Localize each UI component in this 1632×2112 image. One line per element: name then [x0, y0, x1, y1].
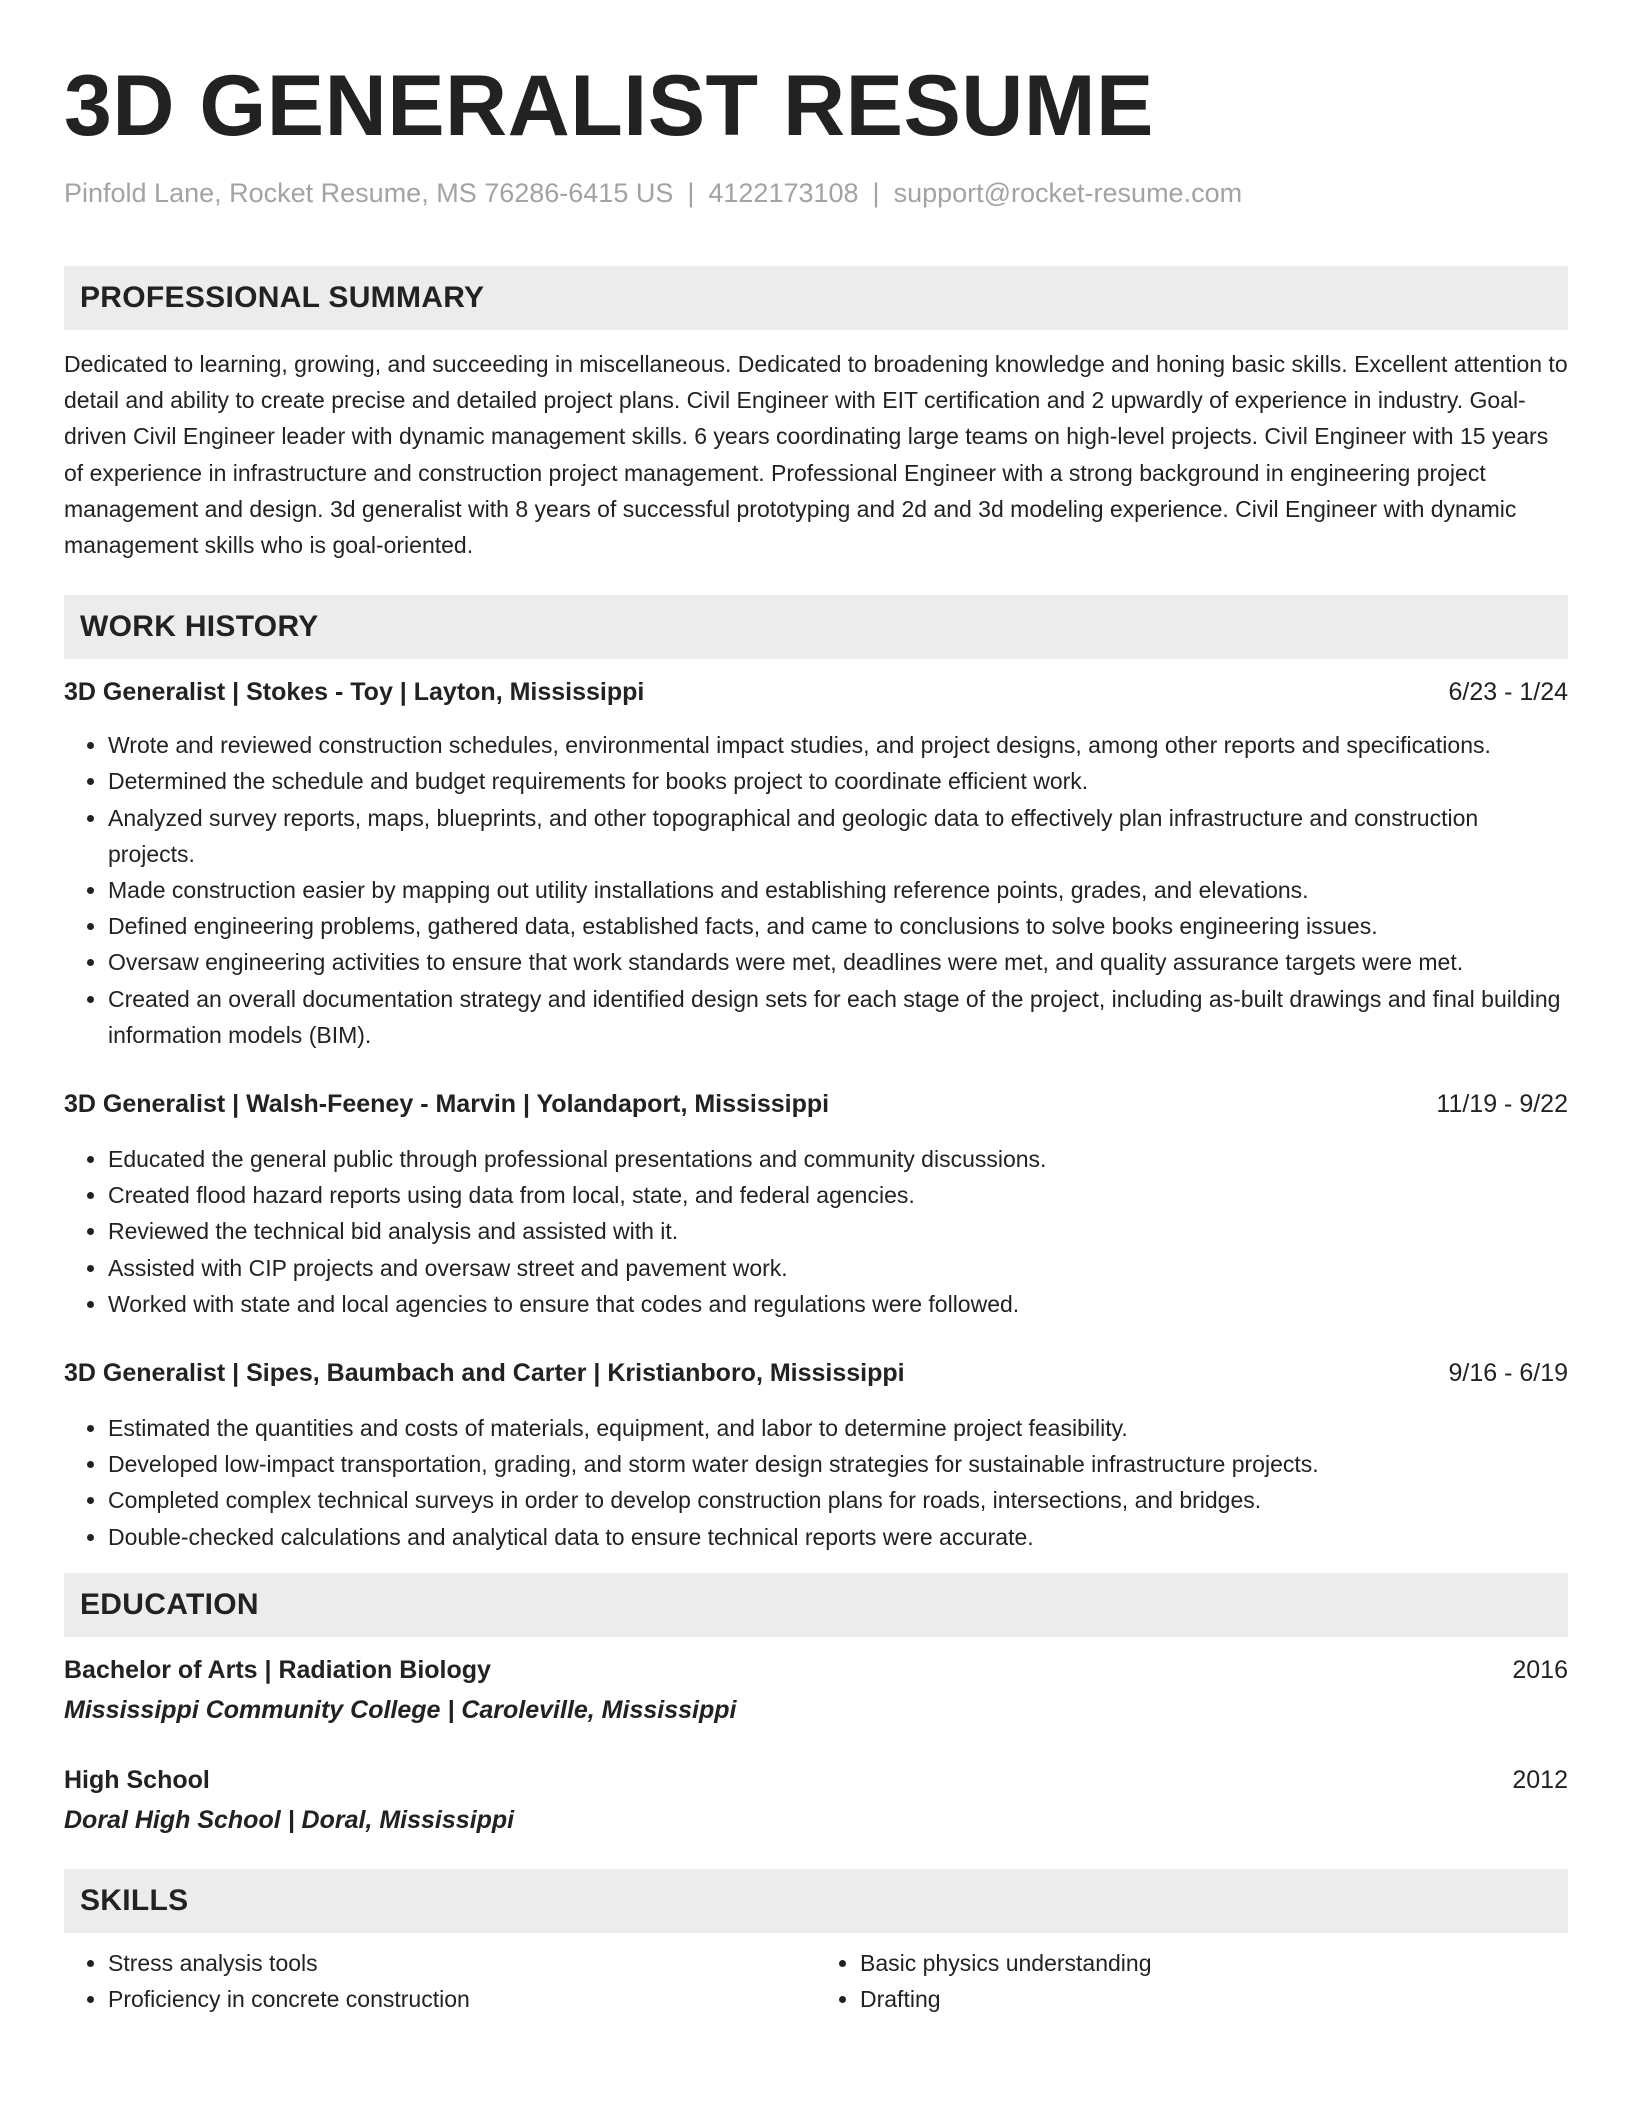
- list-item: • Developed low-impact transportation, grading, and storm water design strategies for sustainable infrastructure projects.: [108, 1446, 1568, 1482]
- list-item: • Double-checked calculations and analytical data to ensure technical reports were accurate.: [108, 1519, 1568, 1555]
- resume-title: 3D GENERALIST RESUME: [64, 58, 1154, 154]
- phone: 4122173108: [708, 178, 859, 208]
- job-dates: 9/16 - 6/19: [1448, 1359, 1568, 1388]
- list-item: • Wrote and reviewed construction schedules, environmental impact studies, and project designs, among other reports and specifications.: [108, 727, 1568, 763]
- email: support@rocket-resume.com: [893, 178, 1243, 208]
- school: Mississippi Community College | Caroleville, Mississippi: [64, 1695, 737, 1724]
- degree: High School: [64, 1765, 210, 1794]
- contact-line: [64, 176, 1568, 210]
- summary-text: Dedicated to learning, growing, and succeeding in miscellaneous. Dedicated to broadening knowledge and honing basic skills. Excellent attention to detail and ability to create precise and detailed project plans. Civil Engineer with EIT certification and 2 upwardly of experience in industry. Goal-driven Civil Engineer leader with dynamic management skills. 6 years coordinating large teams on high-level projects. Civil Engineer with 15 years of experience in infrastructure and construction project management. Professional Engineer with a strong background in engineering project management and design. 3d generalist with 8 years of successful prototyping and 2d and 3d modeling experience. Civil Engineer with dynamic management skills who is goal-oriented.: [64, 351, 1568, 559]
- job-bullets: [64, 1141, 1568, 1322]
- list-item: • Determined the schedule and budget requirements for books project to coordinate efficient work.: [108, 763, 1568, 799]
- section-header-work: WORK HISTORY: [64, 595, 1568, 659]
- education-entry: [64, 1763, 1568, 1837]
- section-header-skills: SKILLS: [64, 1869, 1568, 1933]
- list-item: • Created an overall documentation strategy and identified design sets for each stage of the project, including as-built drawings and final building information models (BIM).: [108, 981, 1568, 1053]
- list-item: • Completed complex technical surveys in order to develop construction plans for roads, intersections, and bridges.: [108, 1482, 1568, 1518]
- education-entry: [64, 1653, 1568, 1727]
- job-bullets: [64, 727, 1568, 1053]
- job-dates: 6/23 - 1/24: [1448, 678, 1568, 707]
- list-item: • Reviewed the technical bid analysis and assisted with it.: [108, 1213, 1568, 1249]
- graduation-year: 2012: [1512, 1765, 1568, 1794]
- list-item: • Made construction easier by mapping out utility installations and establishing reference points, grades, and elevations.: [108, 872, 1568, 908]
- skill-item: • Drafting: [860, 1981, 1568, 2017]
- section-header-summary: PROFESSIONAL SUMMARY: [64, 266, 1568, 330]
- list-item: • Oversaw engineering activities to ensure that work standards were met, deadlines were met, and quality assurance targets were met.: [108, 944, 1568, 980]
- education-header: [64, 1763, 1568, 1797]
- school: Doral High School | Doral, Mississippi: [64, 1805, 515, 1834]
- skill-item: • Basic physics understanding: [860, 1945, 1568, 1981]
- list-item: • Defined engineering problems, gathered data, established facts, and came to conclusions to solve books engineering issues.: [108, 908, 1568, 944]
- skills-list: [64, 1945, 1568, 2017]
- education-header: [64, 1653, 1568, 1687]
- job-entry: [64, 1087, 1568, 1322]
- skill-item: • Proficiency in concrete construction: [108, 1981, 816, 2017]
- address: Pinfold Lane, Rocket Resume, MS 76286-6415 US: [64, 178, 674, 208]
- list-item: • Estimated the quantities and costs of materials, equipment, and labor to determine project feasibility.: [108, 1410, 1568, 1446]
- job-heading: 3D Generalist | Stokes - Toy | Layton, Mississippi: [64, 678, 645, 707]
- job-header: [64, 675, 1568, 709]
- list-item: • Worked with state and local agencies to ensure that codes and regulations were followed.: [108, 1286, 1568, 1322]
- list-item: • Created flood hazard reports using data from local, state, and federal agencies.: [108, 1177, 1568, 1213]
- skills-column-left: [64, 1945, 816, 2017]
- job-header: [64, 1087, 1568, 1121]
- job-entry: [64, 675, 1568, 1053]
- separator: |: [872, 178, 880, 208]
- list-item: • Analyzed survey reports, maps, blueprints, and other topographical and geologic data to effectively plan infrastructure and construction projects.: [108, 800, 1568, 872]
- degree: Bachelor of Arts | Radiation Biology: [64, 1655, 491, 1684]
- job-header: [64, 1356, 1568, 1390]
- graduation-year: 2016: [1512, 1655, 1568, 1684]
- job-entry: [64, 1356, 1568, 1555]
- section-header-education: EDUCATION: [64, 1573, 1568, 1637]
- job-heading: 3D Generalist | Walsh-Feeney - Marvin | Yolandaport, Mississippi: [64, 1090, 830, 1119]
- job-heading: 3D Generalist | Sipes, Baumbach and Carter | Kristianboro, Mississippi: [64, 1359, 905, 1388]
- job-bullets: [64, 1410, 1568, 1555]
- skills-column-right: [816, 1945, 1568, 2017]
- list-item: • Educated the general public through professional presentations and community discussions.: [108, 1141, 1568, 1177]
- list-item: • Assisted with CIP projects and oversaw street and pavement work.: [108, 1250, 1568, 1286]
- skill-item: • Stress analysis tools: [108, 1945, 816, 1981]
- separator: |: [687, 178, 695, 208]
- job-dates: 11/19 - 9/22: [1436, 1090, 1568, 1119]
